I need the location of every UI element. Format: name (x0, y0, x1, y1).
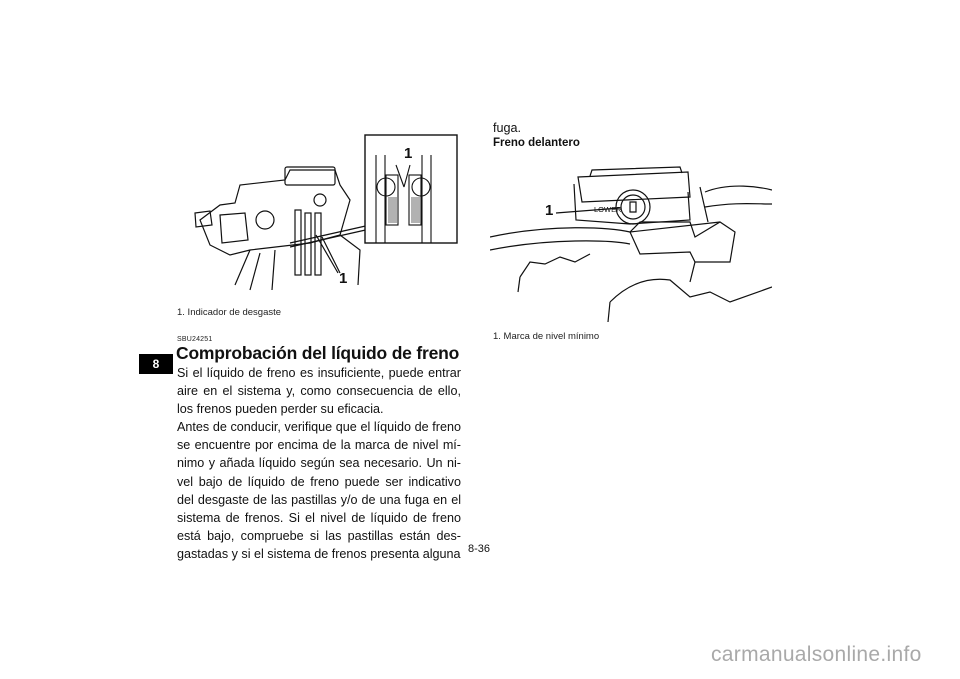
left-figure-caption: 1. Indicador de desgaste (177, 307, 282, 318)
continuation-text: fuga. (493, 121, 522, 135)
paragraph-2: Antes de conducir, verifique que el líquido de freno se encuentre por encima de la marca de nivel mí-nimo y añada líquido según sea necesario. Un ni-vel bajo de líquido de freno puede ser indicativo del desgaste de las pastillas y/o de una fuga en el sistema de frenos. Si el nivel de líquido de freno está bajo, compruebe si las pastillas están des-gastadas y si el sistema de frenos presenta alguna (177, 420, 461, 561)
watermark: carmanualsonline.info (711, 643, 922, 666)
section-code: SBU24251 (177, 336, 213, 343)
subheading-front-brake: Freno delantero (493, 137, 580, 149)
brake-pad-wear-figure (190, 125, 465, 295)
chapter-tab: 8 (139, 354, 173, 374)
left-figure-callout-top: 1 (404, 145, 413, 162)
right-figure-caption: 1. Marca de nivel mínimo (493, 331, 600, 342)
left-figure-callout-bottom: 1 (339, 270, 348, 287)
reservoir-lower-label: LOWER (594, 205, 622, 214)
front-brake-reservoir-figure (490, 162, 772, 322)
paragraph-1: Si el líquido de freno es insuficiente, puede entrar aire en el sistema y, como consecuencia de ello, los frenos pueden perder su eficacia. (177, 366, 461, 417)
page-number: 8-36 (468, 543, 491, 555)
section-body (177, 364, 461, 563)
section-title: Comprobación del líquido de freno (176, 343, 460, 363)
right-figure-callout: 1 (545, 202, 554, 219)
